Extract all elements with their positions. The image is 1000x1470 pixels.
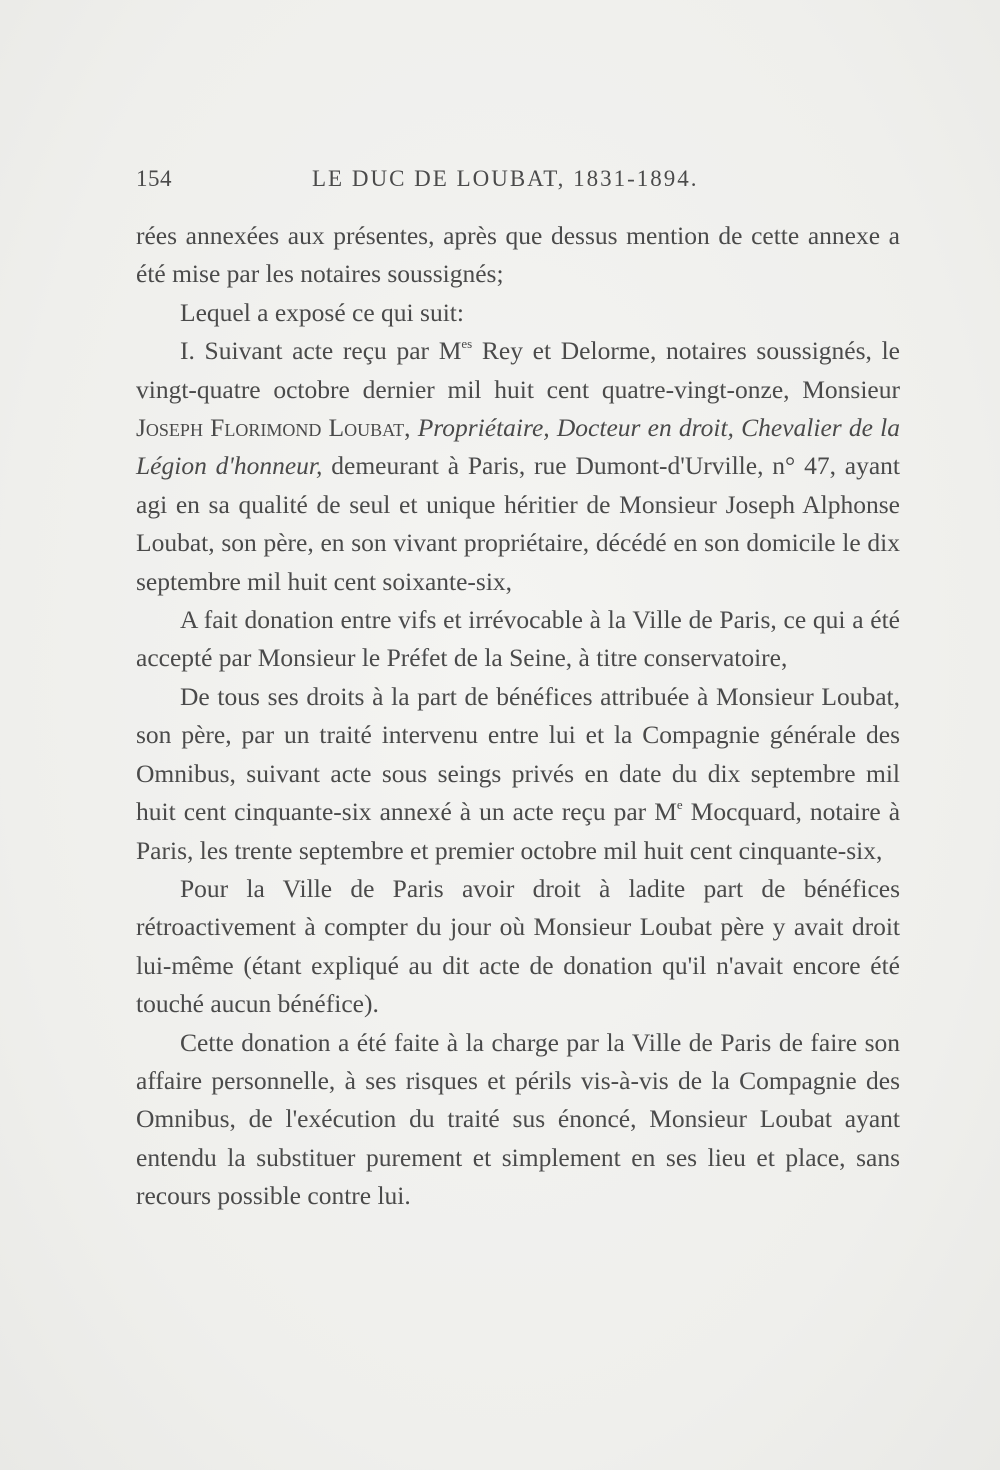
donor-name-comma: , — [404, 413, 418, 443]
superscript-es: es — [461, 336, 473, 352]
paragraph-charge: Cette donation a été faite à la charge par la Ville de Paris de faire son affaire personnelle, à ses risques et périls vis-à-vis de la Compagnie des Omnibus, de l'exécution du traité sus énoncé, Monsieur Loubat ayant entendu la substituer purement et simplement en ses lieu et place, sans recours possible contre lui. — [136, 1027, 900, 1211]
rights-text-start: De tous ses droits à la part de bénéfices attribuée à Monsieur Loubat, son père, par un traité intervenu entre lui et la Compagnie générale des Omnibus, suivant acte sous seings privés en date du dix septembre mil huit cent cinquante-six annexé à un acte reçu par M — [136, 681, 900, 827]
article-one-text-mid: Rey et Delorme, notaires soussignés, le vingt-quatre octobre dernier mil huit cent quatre-vingt-onze, Monsieur — [136, 336, 900, 404]
body-text — [136, 217, 900, 1216]
running-title: LE DUC DE LOUBAT, 1831-1894. — [312, 166, 699, 191]
running-head — [136, 166, 900, 202]
paragraph-rights — [136, 678, 900, 870]
donor-titles: Propriétaire, Docteur en droit, Chevalier de la Légion d'honneur, — [136, 413, 901, 481]
paragraph-article-one — [136, 332, 900, 601]
article-one-text-end: demeurant à Paris, rue Dumont-d'Urville, n° 47, ayant agi en sa qualité de seul et unique héritier de Monsieur Joseph Alphonse Loubat, son père, en son vivant propriétaire, décédé en son domicile le dix septembre mil huit cent soixante-six, — [136, 451, 900, 596]
paragraph-ville-de-paris: Pour la Ville de Paris avoir droit à ladite part de bénéfices rétroactivement à compter du jour où Monsieur Loubat père y avait droit lui-même (étant expliqué au dit acte de donation qu'il n'avait encore été touché aucun bénéfice). — [136, 873, 900, 1019]
donor-name: Joseph Florimond Loubat — [136, 413, 405, 443]
page-number: 154 — [136, 166, 172, 191]
rights-text-end: Mocquard, notaire à Paris, les trente septembre et premier octobre mil huit cent cinquante-six, — [136, 797, 901, 865]
paragraph-expose: Lequel a exposé ce qui suit: — [180, 297, 464, 327]
article-one-text-start: I. Suivant acte reçu par M — [180, 336, 462, 366]
paragraph-donation: A fait donation entre vifs et irrévocable à la Ville de Paris, ce qui a été accepté par Monsieur le Préfet de la Seine, à titre conservatoire, — [136, 605, 900, 673]
paragraph-continuation: rées annexées aux présentes, après que dessus mention de cette annexe a été mise par les notaires soussignés; — [136, 221, 900, 289]
superscript-e: e — [676, 797, 683, 813]
